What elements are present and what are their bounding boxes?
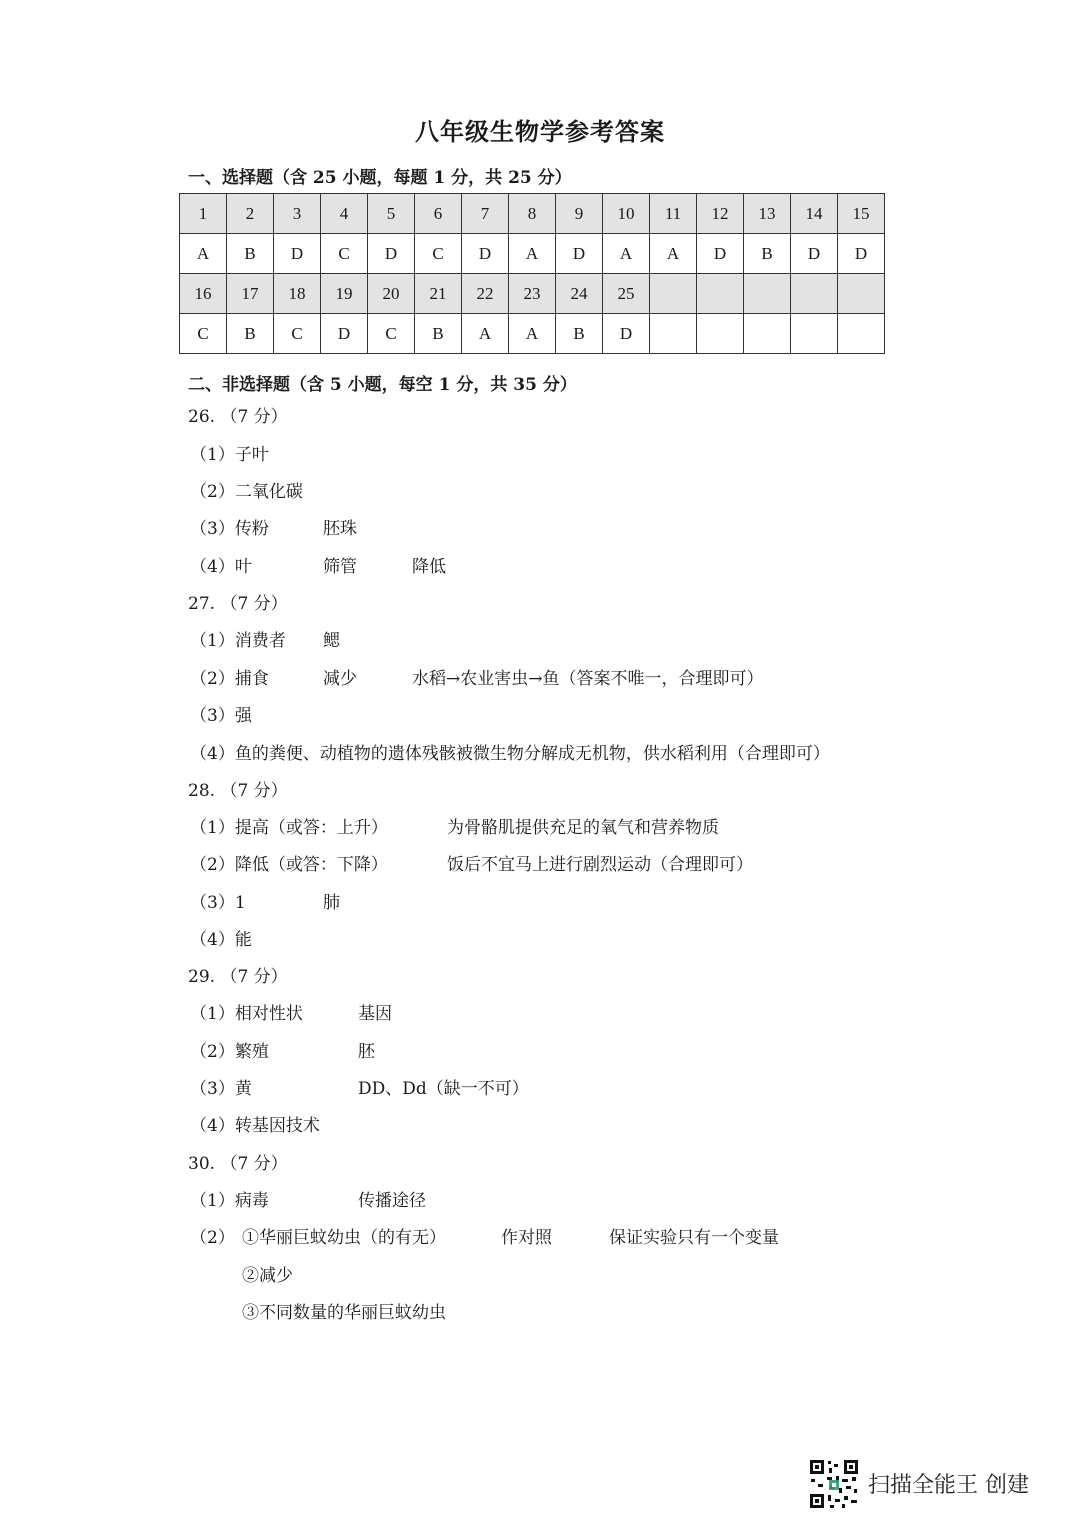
question-number: 6 <box>415 194 462 234</box>
answer-text: ②减少 <box>242 1266 293 1286</box>
answer-text: （2）繁殖 <box>190 1042 269 1062</box>
answer-text: （3）1 <box>190 893 246 913</box>
answer-text: （3）强 <box>190 706 252 726</box>
answer-cell: D <box>368 234 415 274</box>
question-number: 8 <box>509 194 556 234</box>
empty-cell <box>697 314 744 354</box>
answer-text: （1）消费者 <box>190 631 286 651</box>
answer-text: （2）捕食 <box>190 669 269 689</box>
answer-cell: D <box>321 314 368 354</box>
answer-text: 胚珠 <box>323 519 357 539</box>
scanner-watermark <box>808 1458 1058 1510</box>
answer-text: 胚 <box>358 1042 375 1062</box>
table-row-numbers-2 <box>180 274 885 314</box>
answer-cell: D <box>603 314 650 354</box>
answer-cell: B <box>227 314 274 354</box>
empty-cell <box>650 274 697 314</box>
answer-table <box>179 193 885 354</box>
question-number: 17 <box>227 274 274 314</box>
q29-line-4 <box>190 1114 890 1138</box>
answer-text: 水稻→农业害虫→鱼（答案不唯一，合理即可） <box>412 669 764 689</box>
question-number: 25 <box>603 274 650 314</box>
answer-cell: C <box>274 314 321 354</box>
answer-text: 作对照 <box>501 1228 552 1248</box>
question-number: 3 <box>274 194 321 234</box>
question-number: 5 <box>368 194 415 234</box>
question-number: 20 <box>368 274 415 314</box>
question-number: 24 <box>556 274 603 314</box>
answer-cell: A <box>509 234 556 274</box>
q29-line-3 <box>190 1077 890 1101</box>
q30-line-3 <box>242 1264 842 1288</box>
q30-line-2 <box>190 1226 890 1250</box>
answer-text: 基因 <box>358 1004 392 1024</box>
answer-text: （1）提高（或答：上升） <box>190 818 388 838</box>
answer-cell: B <box>415 314 462 354</box>
answer-text: DD、Dd（缺一不可） <box>358 1079 529 1099</box>
answer-text: （1）病毒 <box>190 1191 269 1211</box>
answer-text: ①华丽巨蚊幼虫（的有无） <box>242 1228 446 1248</box>
answer-cell: C <box>368 314 415 354</box>
qr-code-icon <box>808 1458 860 1510</box>
answer-cell: D <box>791 234 838 274</box>
answer-text: 传播途径 <box>358 1191 426 1211</box>
answer-cell: D <box>838 234 885 274</box>
q26-line-1 <box>190 443 790 467</box>
answer-text: （4）叶 <box>190 557 252 577</box>
question-number: 16 <box>180 274 227 314</box>
answer-text: （1）相对性状 <box>190 1004 303 1024</box>
question-number: 11 <box>650 194 697 234</box>
empty-cell <box>791 274 838 314</box>
scanner-brand-text: 扫描全能王 创建 <box>868 1473 1029 1498</box>
answer-cell: A <box>603 234 650 274</box>
answer-text: 保证实验只有一个变量 <box>609 1228 779 1248</box>
section-1-heading: 一、选择题（含 25 小题，每题 1 分，共 25 分） <box>188 168 572 188</box>
question-number: 22 <box>462 274 509 314</box>
answer-text: （4）鱼的粪便、动植物的遗体残骸被微生物分解成无机物，供水稻利用（合理即可） <box>190 744 830 764</box>
q28-line-2 <box>190 853 890 877</box>
answer-cell: B <box>556 314 603 354</box>
q27-line-2 <box>190 667 890 691</box>
answer-text: 鳃 <box>323 631 340 651</box>
answer-cell: C <box>415 234 462 274</box>
answer-text: 筛管 <box>323 557 357 577</box>
answer-text: （3）传粉 <box>190 519 269 539</box>
question-number: 13 <box>744 194 791 234</box>
question-number: 2 <box>227 194 274 234</box>
table-row-numbers-1 <box>180 194 885 234</box>
answer-cell: A <box>180 234 227 274</box>
empty-cell <box>744 314 791 354</box>
answer-cell: C <box>321 234 368 274</box>
answer-text: （4）转基因技术 <box>190 1116 320 1136</box>
answer-cell: A <box>509 314 556 354</box>
q28-line-4 <box>190 928 890 952</box>
q27-line-3 <box>190 704 890 728</box>
question-29-header: 29. （7 分） <box>188 967 288 987</box>
q28-line-3 <box>190 891 890 915</box>
answer-cell: D <box>697 234 744 274</box>
question-number: 9 <box>556 194 603 234</box>
answer-text: （1）子叶 <box>190 445 269 465</box>
answer-text: （4）能 <box>190 930 252 950</box>
answer-text: （3）黄 <box>190 1079 252 1099</box>
empty-cell <box>697 274 744 314</box>
table-row-answers-2 <box>180 314 885 354</box>
q27-line-1 <box>190 629 890 653</box>
question-26-header: 26. （7 分） <box>188 407 288 427</box>
question-number: 7 <box>462 194 509 234</box>
answer-text: 饭后不宜马上进行剧烈运动（合理即可） <box>447 855 753 875</box>
answer-cell: B <box>227 234 274 274</box>
question-number: 19 <box>321 274 368 314</box>
answer-cell: D <box>274 234 321 274</box>
empty-cell <box>744 274 791 314</box>
question-28-header: 28. （7 分） <box>188 781 288 801</box>
q30-line-1 <box>190 1189 890 1213</box>
answer-cell: A <box>462 314 509 354</box>
empty-cell <box>650 314 697 354</box>
question-number: 12 <box>697 194 744 234</box>
answer-cell: A <box>650 234 697 274</box>
question-number: 1 <box>180 194 227 234</box>
q29-line-2 <box>190 1040 890 1064</box>
answer-text: 肺 <box>323 893 340 913</box>
empty-cell <box>838 274 885 314</box>
answer-text: （2）二氧化碳 <box>190 482 303 502</box>
q27-line-4 <box>190 742 890 766</box>
answer-cell: D <box>462 234 509 274</box>
q26-line-4 <box>190 555 790 579</box>
answer-text: ③不同数量的华丽巨蚊幼虫 <box>242 1303 446 1323</box>
empty-cell <box>791 314 838 354</box>
question-number: 18 <box>274 274 321 314</box>
answer-text: 减少 <box>323 669 357 689</box>
answer-text: 降低 <box>412 557 446 577</box>
table-row-answers-1 <box>180 234 885 274</box>
q26-line-3 <box>190 517 790 541</box>
q26-line-2 <box>190 480 790 504</box>
question-number: 23 <box>509 274 556 314</box>
answer-cell: B <box>744 234 791 274</box>
question-number: 10 <box>603 194 650 234</box>
page-title: 八年级生物学参考答案 <box>415 117 665 146</box>
question-number: 21 <box>415 274 462 314</box>
answer-text: 为骨骼肌提供充足的氧气和营养物质 <box>447 818 719 838</box>
answer-text: （2）降低（或答：下降） <box>190 855 388 875</box>
question-number: 14 <box>791 194 838 234</box>
question-number: 4 <box>321 194 368 234</box>
q30-line-4 <box>242 1301 842 1325</box>
answer-text: （2） <box>190 1228 235 1248</box>
answer-cell: D <box>556 234 603 274</box>
q29-line-1 <box>190 1002 890 1026</box>
question-30-header: 30. （7 分） <box>188 1154 288 1174</box>
answer-cell: C <box>180 314 227 354</box>
q28-line-1 <box>190 816 890 840</box>
empty-cell <box>838 314 885 354</box>
question-number: 15 <box>838 194 885 234</box>
question-27-header: 27. （7 分） <box>188 594 288 614</box>
section-2-heading: 二、非选择题（含 5 小题，每空 1 分，共 35 分） <box>188 375 577 395</box>
